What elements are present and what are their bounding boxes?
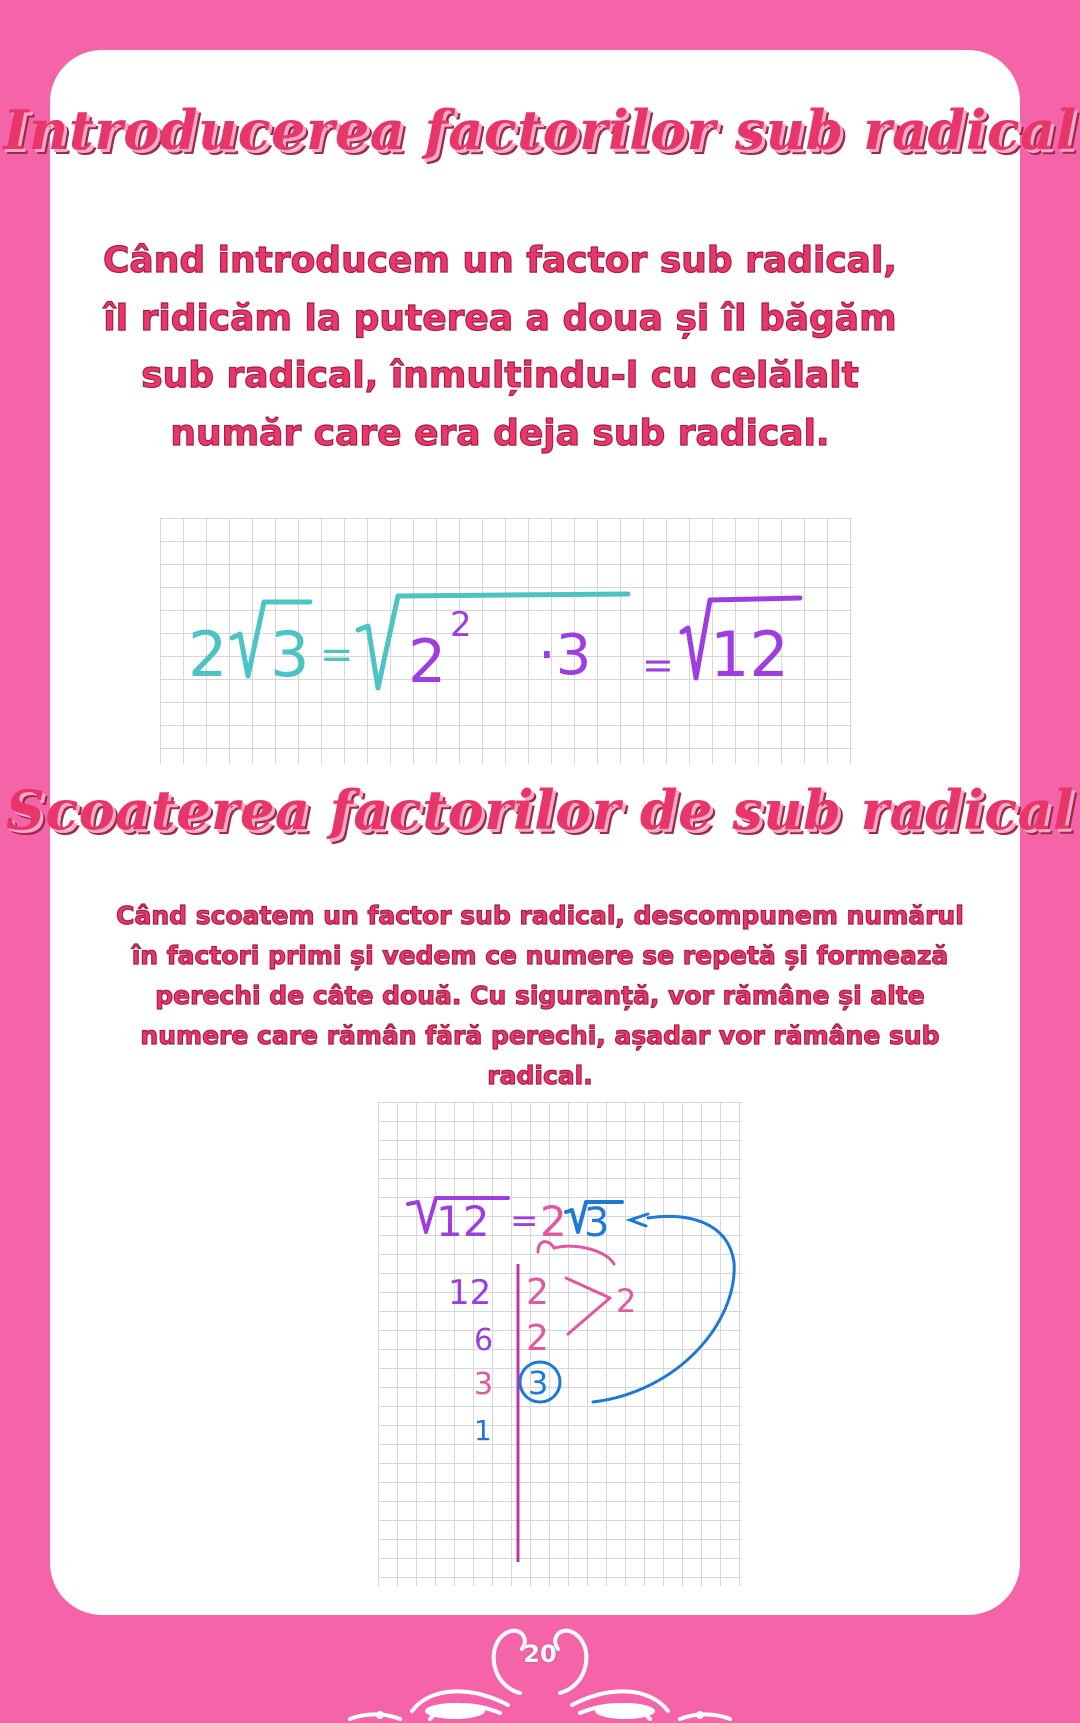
equals: =: [510, 1201, 539, 1241]
pink-bracket: [566, 1278, 610, 1334]
section2-title: Scoaterea factorilor de sub radical: [5, 778, 1075, 842]
coef-2: 2: [540, 1197, 567, 1246]
equals-2: =: [642, 643, 674, 687]
result-radicand-3: 3: [584, 1200, 610, 1246]
result-12: 12: [710, 618, 789, 691]
section2-text: Când scoatem un factor sub radical, descompunem numărul în factori primi și vedem ce numere se repetă și formează perechi de câte două. Cu siguranță, vor rămâne și alte numere care rămân fără perechi, așadar vor rămâne sub radical.: [116, 901, 964, 1090]
section1-title: Introducerea factorilor sub radical: [3, 98, 1077, 162]
equals-1: =: [320, 632, 354, 678]
right-col-3: 3: [528, 1364, 549, 1402]
left-col-1: 1: [474, 1414, 492, 1447]
pair-result-2: 2: [616, 1282, 637, 1320]
section2-example: [378, 1102, 742, 1586]
section1-text: Când introducem un factor sub radical, îl ridicăm la puterea a doua și îl băgăm sub radical, înmulțindu-l cu celălalt număr care era deja sub radical.: [103, 240, 897, 454]
left-col-12: 12: [448, 1273, 492, 1313]
arrow-head-blue: [630, 1214, 648, 1226]
left-col-6: 6: [474, 1323, 494, 1358]
right-col-2b: 2: [526, 1318, 549, 1359]
page-number: 20: [523, 1640, 557, 1668]
coef-2: 2: [188, 618, 228, 691]
times-3: ·3: [538, 623, 592, 688]
exponent-2: 2: [450, 605, 472, 645]
radicand-12: 12: [436, 1197, 490, 1246]
left-col-3: 3: [474, 1367, 494, 1402]
right-col-2a: 2: [526, 1272, 549, 1313]
radicand-3: 3: [270, 618, 310, 691]
section1-example: [160, 518, 852, 764]
blue-curve-arrow: [593, 1216, 734, 1402]
base-2: 2: [408, 627, 447, 697]
